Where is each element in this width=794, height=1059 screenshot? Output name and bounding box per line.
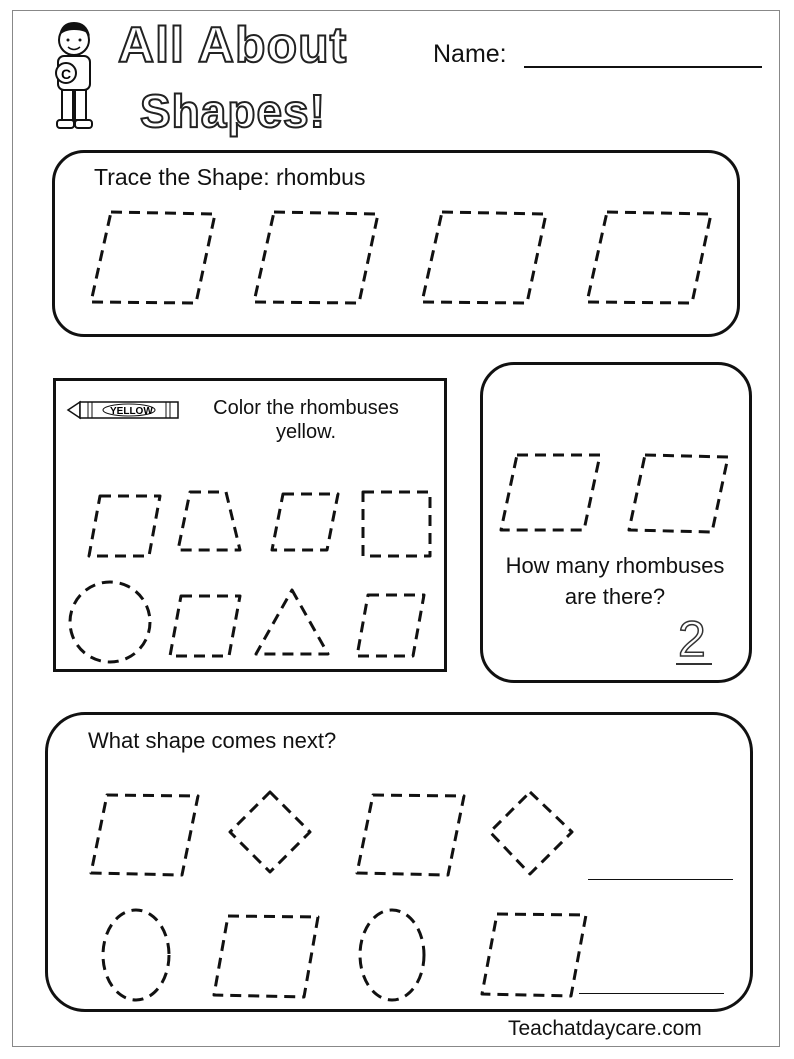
pattern-rhombus-2 xyxy=(357,795,464,875)
name-label: Name: xyxy=(433,40,507,68)
count-question: How many rhombuses are there? xyxy=(505,553,725,610)
trace-rhombus-2[interactable] xyxy=(254,212,378,303)
trace-rhombus-4[interactable] xyxy=(587,212,711,303)
count-answer[interactable]: 2 xyxy=(678,611,706,667)
trace-rhombus-1[interactable] xyxy=(91,212,215,303)
color-rhombus-1[interactable] xyxy=(89,496,160,556)
color-square[interactable] xyxy=(363,492,430,556)
title-line-2: Shapes! xyxy=(140,85,326,137)
pattern-rhombus-3 xyxy=(214,916,318,997)
color-circle[interactable] xyxy=(70,582,150,662)
trace-title: Trace the Shape: rhombus xyxy=(94,164,366,190)
pattern-diamond-2 xyxy=(490,792,572,874)
crayon-icon xyxy=(68,402,178,418)
pattern-oval-1 xyxy=(103,910,169,1000)
pattern-rhombus-1 xyxy=(91,795,198,875)
trace-rhombus-3[interactable] xyxy=(422,212,546,303)
count-rhombus-1[interactable] xyxy=(501,455,600,530)
crayon-label: YELLOW xyxy=(110,406,153,417)
footer-site: Teachatdaycare.com xyxy=(508,1017,702,1040)
pattern-rhombus-4 xyxy=(482,914,586,996)
pattern-diamond-1 xyxy=(230,792,310,872)
pattern-oval-2 xyxy=(360,910,424,1000)
color-trapezoid[interactable] xyxy=(178,492,240,550)
svg-text:C: C xyxy=(61,66,72,82)
color-rhombus-4[interactable] xyxy=(357,595,424,656)
color-rhombus-3[interactable] xyxy=(170,596,240,656)
count-rhombus-2[interactable] xyxy=(629,455,728,532)
title-line-1: All About xyxy=(118,17,348,73)
color-rhombus-2[interactable] xyxy=(272,494,338,550)
color-triangle[interactable] xyxy=(256,590,328,654)
next-title: What shape comes next? xyxy=(88,728,337,753)
color-instruction: Color the rhombuses yellow. xyxy=(213,397,399,443)
